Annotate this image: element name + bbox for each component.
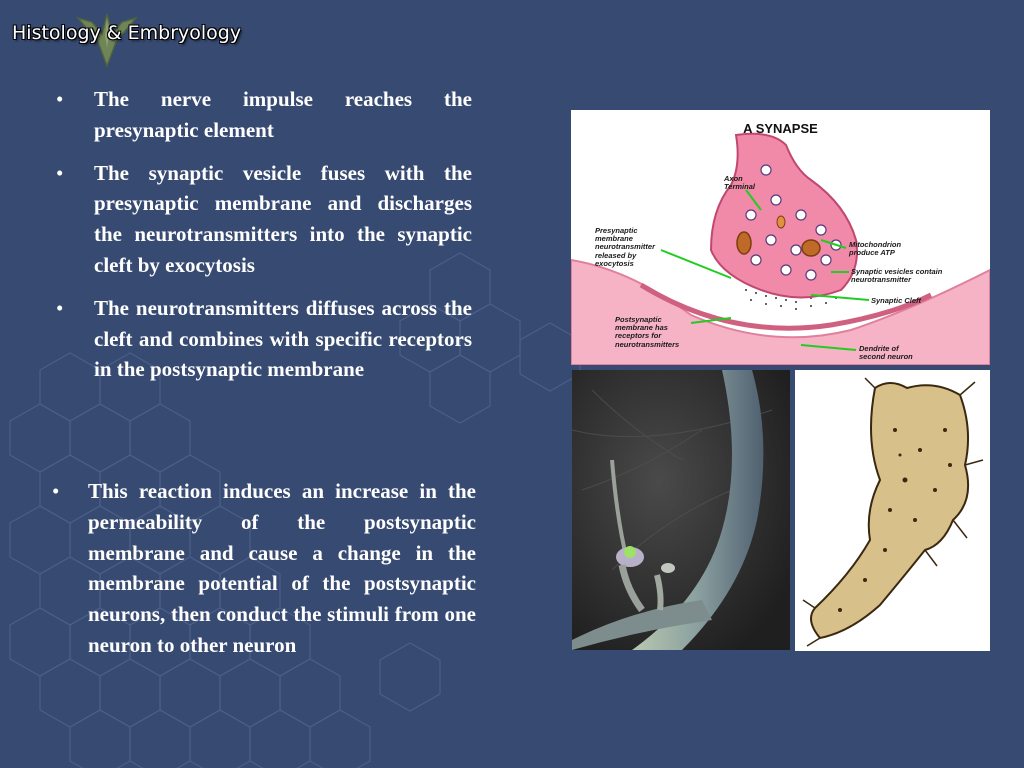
synapse-diagram [571, 110, 990, 365]
label-postsynaptic: Postsynaptic membrane has receptors for neurotransmitters [615, 315, 680, 349]
bullet-list-bottom [52, 476, 476, 673]
bullet-text: The nerve impulse reaches the presynaptic element [94, 87, 472, 142]
bullet-list-top [56, 84, 472, 397]
label-vesicles: Synaptic vesicles contain neurotransmitter [851, 267, 943, 285]
neuron-render-image [572, 370, 790, 650]
bullet-item [56, 84, 472, 146]
bullet-text: The neurotransmitters diffuses across the cleft and combines with specific receptors in the postsynaptic membrane [94, 295, 472, 382]
bullet-icon: • [56, 87, 64, 111]
bullet-item [52, 476, 476, 661]
course-title: Histology & Embryology [12, 22, 242, 44]
neuron-micrograph-image [795, 370, 990, 651]
bullet-text: The synaptic vesicle fuses with the presynaptic membrane and discharges the neurotransmitters into the synaptic cleft by exocytosis [94, 160, 472, 277]
bullet-icon: • [52, 479, 60, 503]
bullet-text: This reaction induces an increase in the permeability of the postsynaptic membrane and cause a change in the membrane potential of the postsynaptic neurons, then conduct the stimuli from one neuron to other neuron [88, 479, 476, 657]
bullet-item [56, 293, 472, 385]
label-axon-terminal: Axon Terminal [724, 174, 755, 192]
bullet-icon: • [56, 295, 64, 320]
label-cleft: Synaptic Cleft [871, 296, 922, 305]
synapse-title: A SYNAPSE [743, 121, 818, 136]
bullet-icon: • [56, 160, 64, 185]
label-mitochondrion: Mitochondrion produce ATP [849, 240, 902, 258]
label-dendrite: Dendrite of second neuron [859, 344, 913, 362]
bullet-item [56, 158, 472, 281]
label-presynaptic: Presynaptic membrane neurotransmitter released by exocytosis [595, 226, 656, 268]
header [0, 0, 260, 70]
